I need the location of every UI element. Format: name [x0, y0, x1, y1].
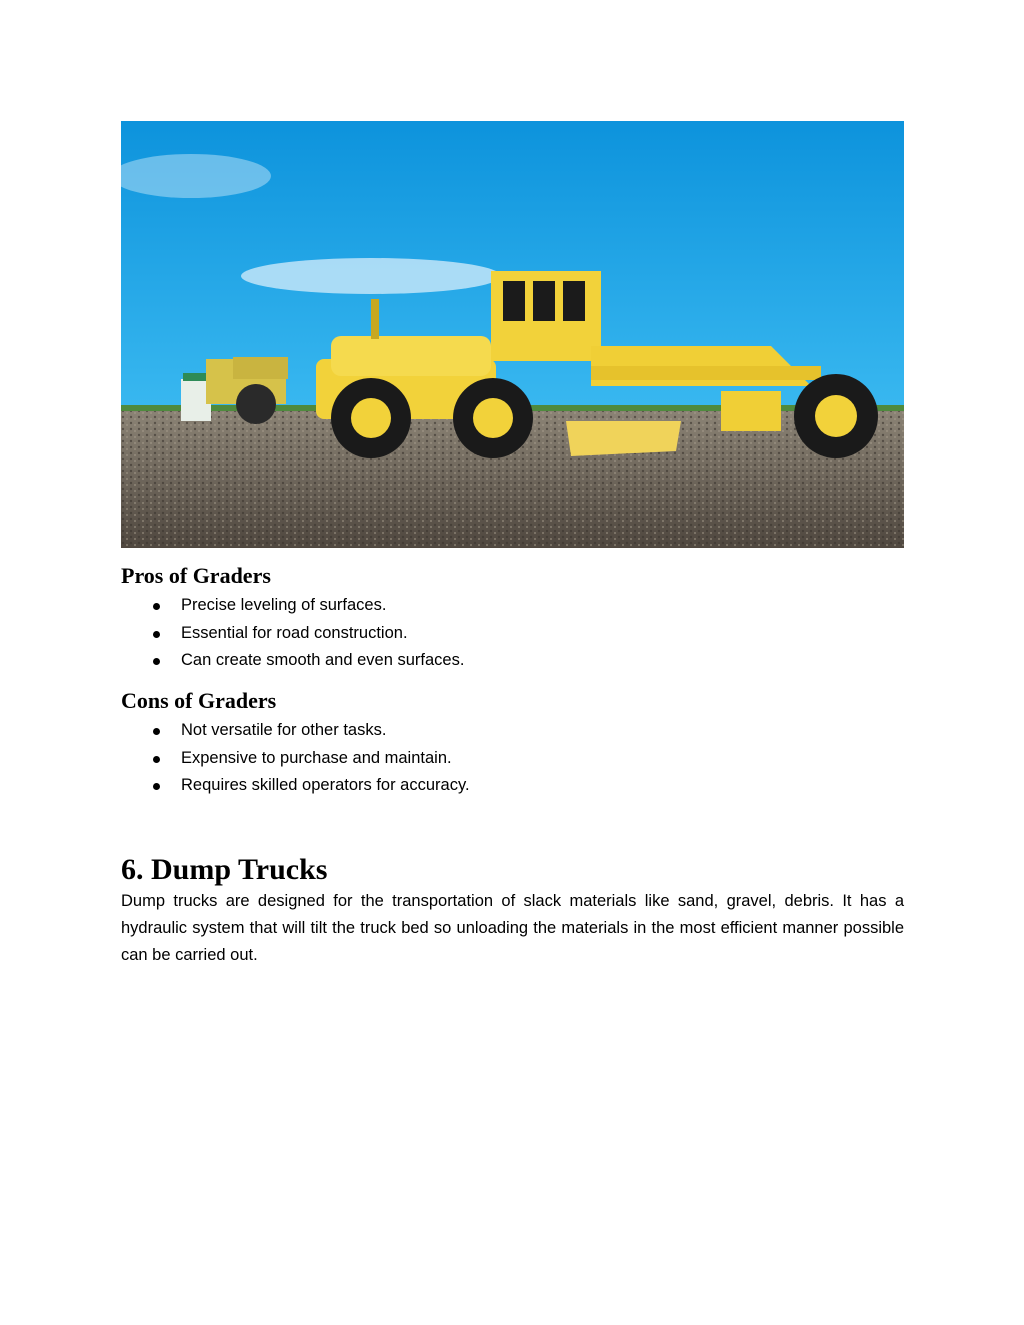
- bullet-icon: [153, 603, 160, 610]
- motor-grader-photo: [121, 121, 904, 548]
- section-body: Dump trucks are designed for the transportation of slack materials like sand, gravel, debris. It has a hydraulic system that will tilt the truck bed so unloading the materials in the most efficient manner possible can be carried out.: [121, 892, 904, 964]
- list-item: [121, 772, 470, 800]
- bullet-icon: [153, 728, 160, 735]
- cons-item-text: Requires skilled operators for accuracy.: [181, 776, 470, 794]
- pros-item-text: Can create smooth and even surfaces.: [181, 651, 465, 669]
- pros-item-text: Precise leveling of surfaces.: [181, 596, 387, 614]
- bullet-icon: [153, 783, 160, 790]
- cons-list: [121, 717, 470, 800]
- cons-item-text: Not versatile for other tasks.: [181, 721, 387, 739]
- cons-item-text: Expensive to purchase and maintain.: [181, 748, 452, 767]
- list-item: [121, 592, 464, 620]
- bullet-icon: [153, 756, 160, 763]
- section-title: 6. Dump Trucks: [121, 853, 328, 886]
- bullet-icon: [153, 658, 160, 665]
- grader-illustration: [121, 121, 904, 548]
- list-item: [121, 620, 464, 648]
- bullet-icon: [153, 631, 160, 638]
- pros-list: [121, 592, 464, 675]
- pros-item-text: Essential for road construction.: [181, 623, 408, 642]
- pros-heading: Pros of Graders: [121, 563, 271, 588]
- cons-heading: Cons of Graders: [121, 688, 277, 713]
- list-item: [121, 717, 470, 745]
- list-item: [121, 647, 464, 675]
- list-item: [121, 745, 470, 773]
